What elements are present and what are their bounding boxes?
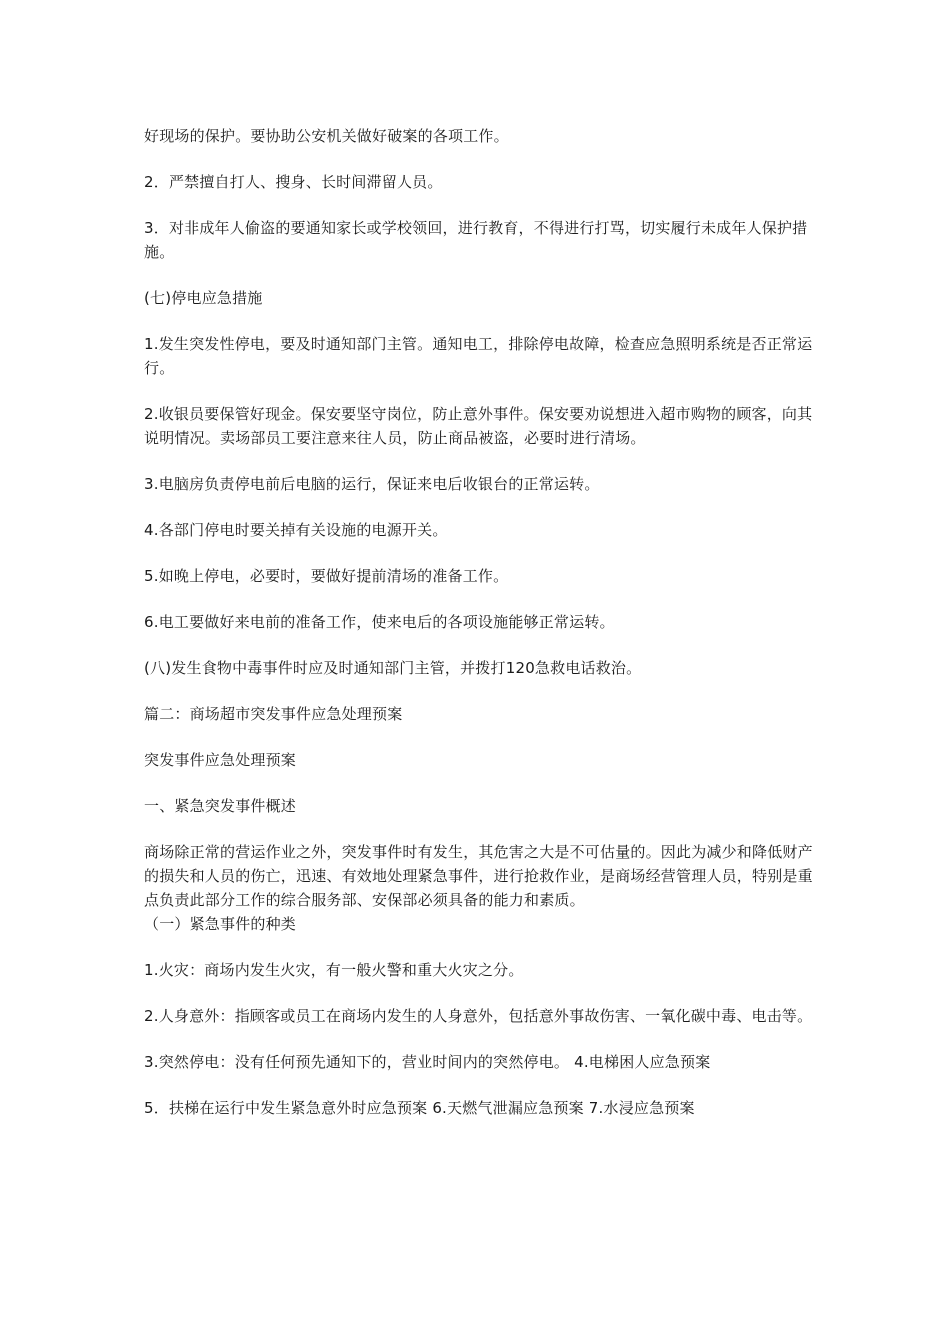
paragraph-outage-2: 2.收银员要保管好现金。保安要坚守岗位，防止意外事件。保安要劝说想进入超市购物的顾客，向其说明情况。卖场部员工要注意来往人员，防止商品被盗，必要时进行清场。 [144, 405, 813, 447]
heading-part-two: 篇二：商场超市突发事件应急处理预案 [144, 705, 403, 723]
paragraph-outage-5: 5.如晚上停电，必要时，要做好提前清场的准备工作。 [144, 567, 509, 585]
paragraph-outage-6: 6.电工要做好来电前的准备工作，使来电后的各项设施能够正常运转。 [144, 613, 615, 631]
paragraph-scene-protection: 好现场的保护。要协助公安机关做好破案的各项工作。 [144, 127, 509, 145]
paragraph-personal-accident: 2.人身意外：指顾客或员工在商场内发生的人身意外，包括意外事故伤害、一氧化碳中毒、电击等。 [144, 1007, 813, 1025]
paragraph-food-poisoning: (八)发生食物中毒事件时应及时通知部门主管，并拨打120急救电话救治。 [144, 659, 642, 677]
heading-overview: 一、紧急突发事件概述 [144, 797, 297, 815]
paragraph-outage-3: 3.电脑房负责停电前后电脑的运行，保证来电后收银台的正常运转。 [144, 475, 600, 493]
paragraph-rule-2: 2．严禁擅自打人、搜身、长时间滞留人员。 [144, 173, 443, 191]
paragraph-sudden-outage: 3.突然停电：没有任何预先通知下的，营业时间内的突然停电。 4.电梯困人应急预案 [144, 1053, 711, 1071]
paragraph-rule-3: 3．对非成年人偷盗的要通知家长或学校领回，进行教育，不得进行打骂，切实履行未成年人保护措施。 [144, 219, 808, 261]
heading-emergency-plan: 突发事件应急处理预案 [144, 751, 297, 769]
heading-power-outage: (七)停电应急措施 [144, 289, 263, 307]
heading-event-types: （一）紧急事件的种类 [144, 915, 297, 933]
paragraph-overview: 商场除正常的营运作业之外，突发事件时有发生，其危害之大是不可估量的。因此为减少和降低财产的损失和人员的伤亡，迅速、有效地处理紧急事件，进行抢救作业，是商场经营管理人员，特别是重点负责此部分工作的综合服务部、安保部必须具备的能力和素质。 [144, 843, 813, 909]
paragraph-other-plans: 5．扶梯在运行中发生紧急意外时应急预案 6.天燃气泄漏应急预案 7.水浸应急预案 [144, 1099, 695, 1117]
paragraph-outage-1: 1.发生突发性停电，要及时通知部门主管。通知电工，排除停电故障，检查应急照明系统是否正常运行。 [144, 335, 813, 377]
document-body [144, 124, 824, 1142]
paragraph-fire: 1.火灾：商场内发生火灾，有一般火警和重大火灾之分。 [144, 961, 524, 979]
paragraph-outage-4: 4.各部门停电时要关掉有关设施的电源开关。 [144, 521, 448, 539]
